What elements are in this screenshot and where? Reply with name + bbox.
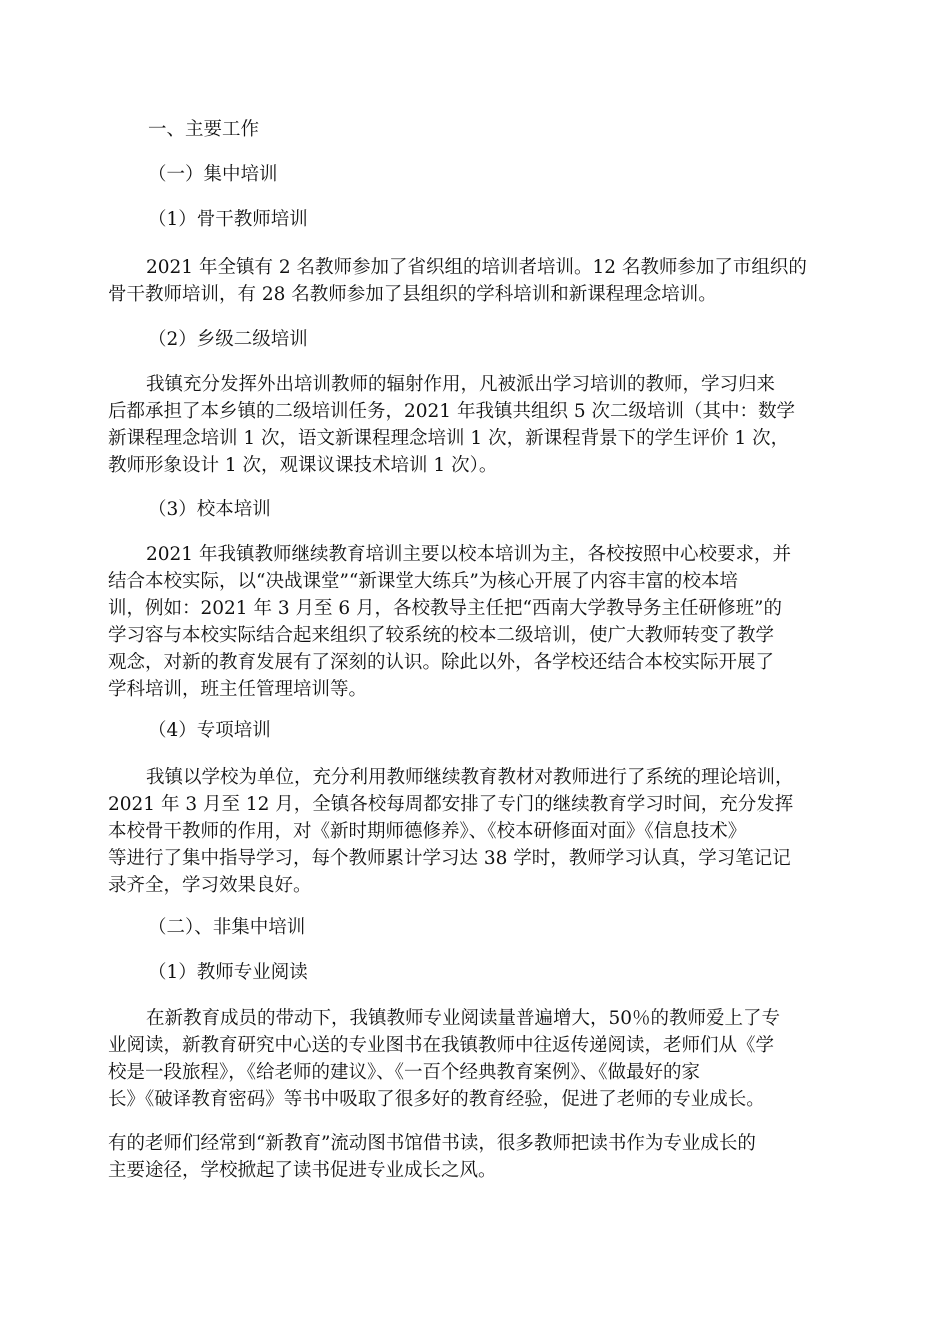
paragraph-line: 教师形象设计 1 次，观课议课技术培训 1 次）。 [108, 455, 498, 476]
paragraph-backbone-training [108, 254, 842, 308]
paragraph-line: 长》《破译教育密码》等书中吸取了很多好的教育经验，促进了老师的专业成长。 [108, 1089, 765, 1110]
paragraph-line: 我镇以学校为单位，充分利用教师继续教育教材对教师进行了系统的理论培训， [146, 767, 794, 788]
subsection-heading-centralized-training: （一）集中培训 [148, 164, 278, 185]
paragraph-line: 训，例如：2021 年 3 月至 6 月，各校教导主任把“西南大学教导务主任研修班”的 [108, 598, 782, 619]
item-heading-school-based-training: （3）校本培训 [148, 499, 271, 520]
section-heading-main-work: 一、主要工作 [148, 119, 260, 140]
paragraph-library-reading [108, 1130, 842, 1184]
paragraph-line: 有的老师们经常到“新教育”流动图书馆借书读，很多教师把读书作为专业成长的 [108, 1133, 756, 1154]
item-heading-backbone-teacher-training: （1）骨干教师培训 [148, 209, 308, 230]
subsection-heading-non-centralized-training: （二）、非集中培训 [148, 917, 306, 938]
paragraph-school-based-training [108, 541, 842, 703]
paragraph-line: 校是一段旅程》，《给老师的建议》、《一百个经典教育案例》、《做最好的家 [108, 1062, 701, 1083]
paragraph-line: 后都承担了本乡镇的二级培训任务，2021 年我镇共组织 5 次二级培训（其中：数学 [108, 401, 795, 422]
paragraph-line: 等进行了集中指导学习，每个教师累计学习达 38 学时，教师学习认真，学习笔记记 [108, 848, 791, 869]
paragraph-township-training [108, 371, 842, 479]
paragraph-line: 2021 年我镇教师继续教育培训主要以校本培训为主，各校按照中心校要求，并 [146, 544, 791, 565]
item-heading-professional-reading: （1）教师专业阅读 [148, 962, 308, 983]
paragraph-line: 2021 年 3 月至 12 月，全镇各校每周都安排了专门的继续教育学习时间，充分发挥 [108, 794, 794, 815]
paragraph-line: 我镇充分发挥外出培训教师的辐射作用，凡被派出学习培训的教师，学习归来 [146, 374, 776, 395]
paragraph-line: 新课程理念培训 1 次，语文新课程理念培训 1 次，新课程背景下的学生评价 1 次， [108, 428, 790, 449]
paragraph-line: 录齐全，学习效果良好。 [108, 875, 312, 896]
paragraph-line: 本校骨干教师的作用，对《新时期师德修养》、《校本研修面对面》《信息技术》 [108, 821, 747, 842]
paragraph-line: 主要途径，学校掀起了读书促进专业成长之风。 [108, 1160, 497, 1181]
paragraph-line: 在新教育成员的带动下，我镇教师专业阅读量普遍增大，50％的教师爱上了专 [146, 1008, 781, 1029]
item-heading-township-training: （2）乡级二级培训 [148, 329, 308, 350]
paragraph-line: 骨干教师培训，有 28 名教师参加了县组织的学科培训和新课程理念培训。 [108, 284, 717, 305]
paragraph-line: 结合本校实际，以“决战课堂”“新课堂大练兵”为核心开展了内容丰富的校本培 [108, 571, 738, 592]
paragraph-line: 学习容与本校实际结合起来组织了较系统的校本二级培训，使广大教师转变了教学 [108, 625, 775, 646]
paragraph-line: 学科培训，班主任管理培训等。 [108, 679, 368, 700]
paragraph-line: 观念，对新的教育发展有了深刻的认识。除此以外，各学校还结合本校实际开展了 [108, 652, 775, 673]
paragraph-line: 业阅读，新教育研究中心送的专业图书在我镇教师中往返传递阅读，老师们从《学 [108, 1035, 775, 1056]
paragraph-line: 2021 年全镇有 2 名教师参加了省织组的培训者培训。12 名教师参加了市组织的 [146, 257, 807, 278]
paragraph-special-training [108, 764, 842, 899]
paragraph-professional-reading [108, 1005, 842, 1113]
item-heading-special-training: （4）专项培训 [148, 720, 271, 741]
